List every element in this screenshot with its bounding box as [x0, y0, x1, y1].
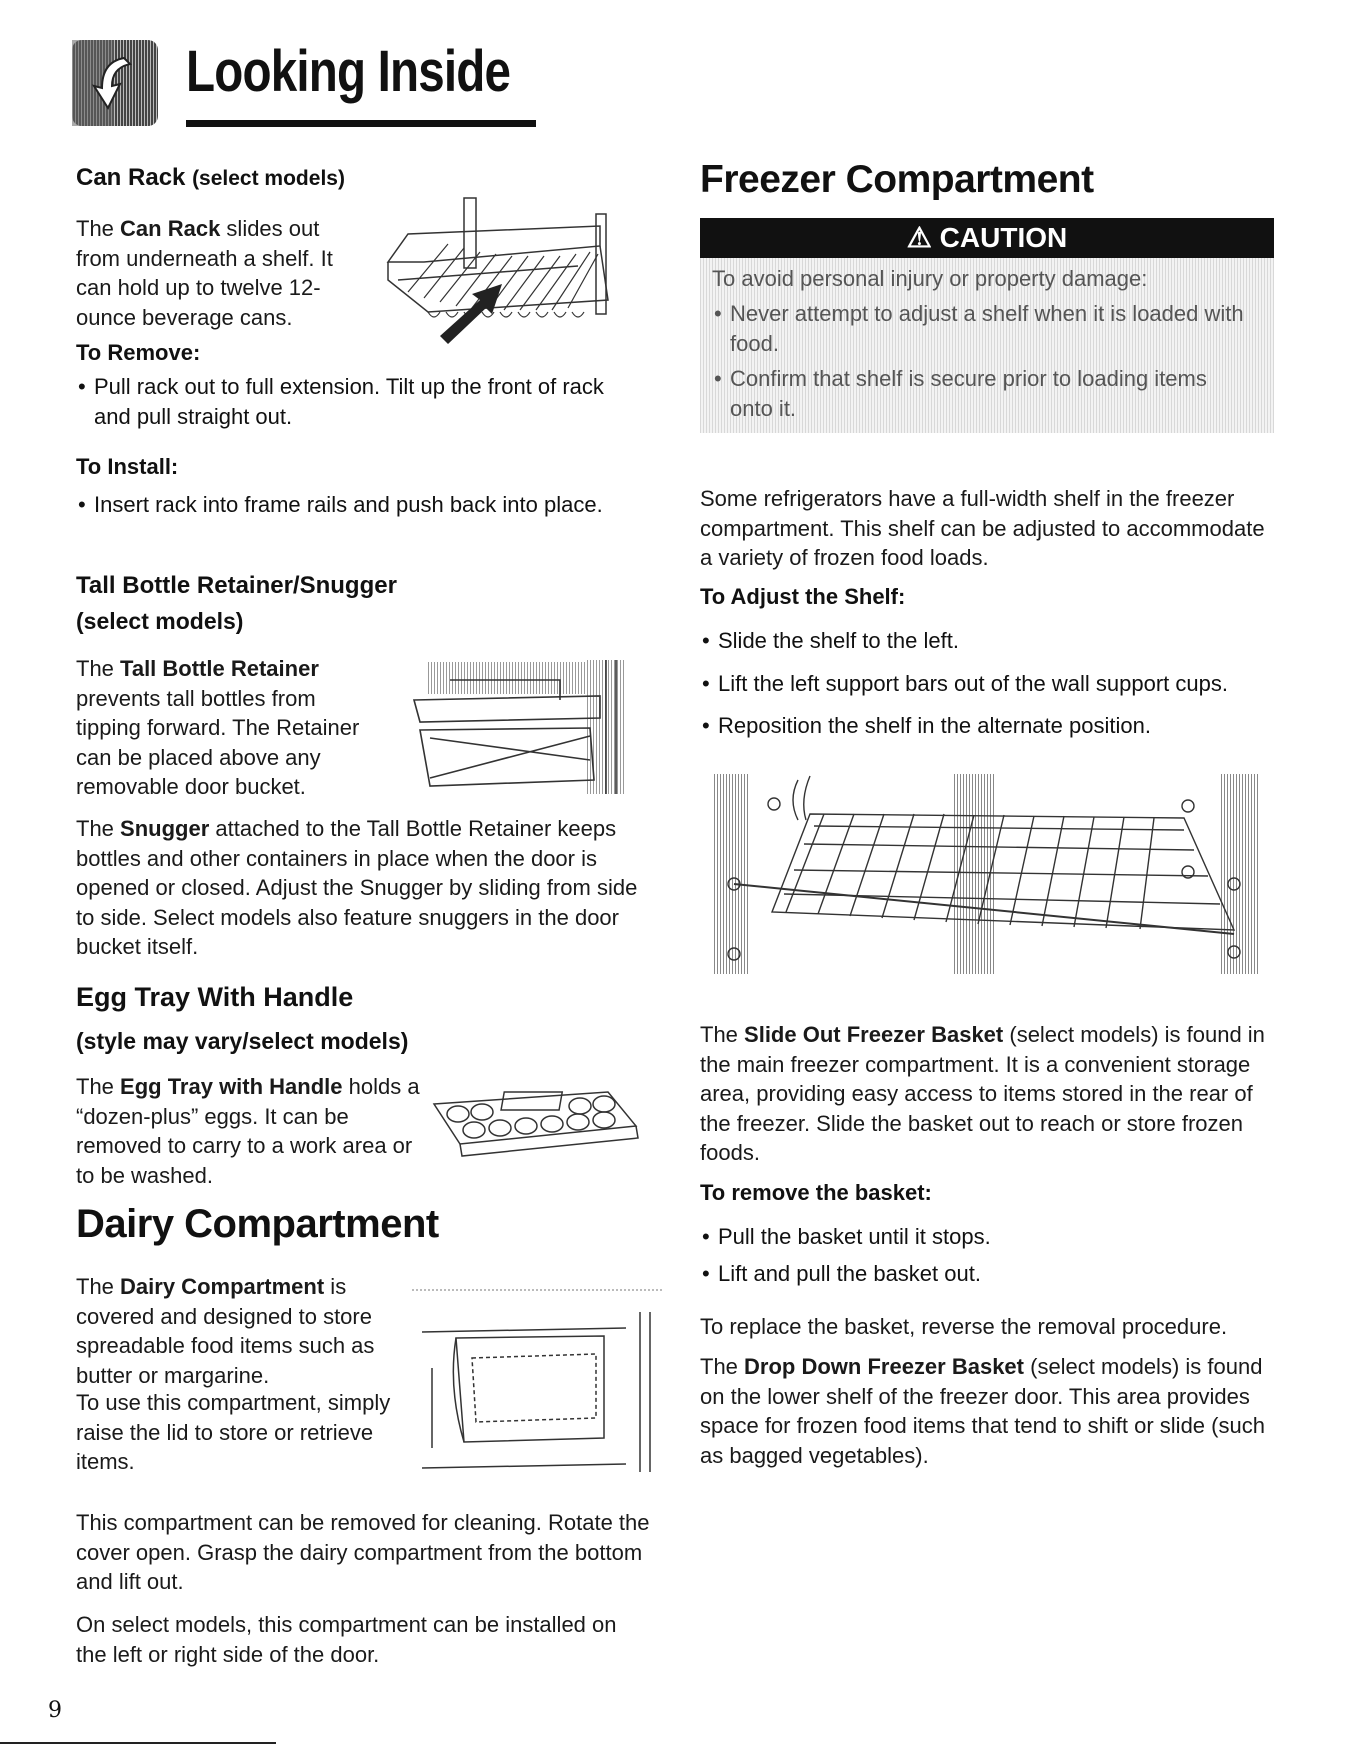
adjust-shelf-list: [700, 626, 1290, 741]
can-rack-heading: Can Rack (select models): [76, 164, 345, 191]
caution-list: [712, 299, 1254, 423]
list-item: • Pull rack out to full extension. Tilt up the front of rack and pull straight out.: [76, 372, 646, 431]
can-rack-illustration: [368, 196, 628, 376]
can-rack-remove-label: To Remove:: [76, 340, 201, 365]
can-rack-install-list: [76, 490, 646, 520]
freezer-p1: Some refrigerators have a full-width shelf in the freezer compartment. This shelf can be adjusted to accommodate a variety of frozen food loads.: [700, 486, 1265, 570]
can-rack-install-label: To Install:: [76, 454, 179, 479]
footer-rule: [0, 1742, 276, 1744]
dairy-p3: This compartment can be removed for cleaning. Rotate the cover open. Grasp the dairy compartment from the bottom and lift out.: [76, 1510, 650, 1594]
list-item: • Insert rack into frame rails and push back into place.: [76, 490, 646, 520]
freezer-p4: The Drop Down Freezer Basket (select models) is found on the lower shelf of the freezer door. This area provides space for frozen food items that tend to shift or slide (such as bagged vegetables).: [700, 1354, 1265, 1468]
freezer-p2: The Slide Out Freezer Basket (select models) is found in the main freezer compartment. It is a convenient storage area, providing easy access to items stored in the rear of the freezer. Slide the basket out to reach or store frozen foods.: [700, 1022, 1265, 1165]
caution-intro: To avoid personal injury or property damage:: [712, 266, 1148, 291]
freezer-p3: To replace the basket, reverse the removal procedure.: [700, 1314, 1228, 1339]
caution-header: ⚠ CAUTION: [700, 218, 1274, 258]
egg-tray-text: The Egg Tray with Handle holds a “dozen-plus” eggs. It can be removed to carry to a work area or to be washed.: [76, 1074, 420, 1188]
tall-bottle-subheading: (select models): [76, 608, 244, 634]
header-logo-icon: [72, 40, 158, 126]
tall-bottle-heading: Tall Bottle Retainer/Snugger: [76, 572, 397, 599]
egg-tray-subheading: (style may vary/select models): [76, 1028, 409, 1054]
remove-basket-list: [700, 1222, 1280, 1288]
can-rack-remove-list: [76, 372, 646, 431]
page-title: Looking Inside: [186, 39, 511, 104]
dairy-p1: The Dairy Compartment is covered and designed to store spreadable food items such as butter or margarine.: [76, 1274, 375, 1388]
caution-body: [700, 258, 1274, 433]
list-item: • Lift and pull the basket out.: [700, 1259, 1280, 1289]
remove-basket-label: To remove the basket:: [700, 1180, 932, 1205]
dairy-illustration: [412, 1288, 664, 1474]
caution-box: [700, 218, 1274, 433]
warning-icon: ⚠: [906, 222, 932, 253]
freezer-shelf-illustration: [714, 774, 1260, 974]
list-item: • Pull the basket until it stops.: [700, 1222, 1280, 1252]
title-underline: [186, 120, 536, 127]
adjust-shelf-label: To Adjust the Shelf:: [700, 584, 906, 609]
freezer-heading: Freezer Compartment: [700, 158, 1094, 201]
tall-bottle-p2: The Snugger attached to the Tall Bottle Retainer keeps bottles and other containers in place when the door is opened or closed. Adjust the Snugger by sliding from side to side. Select models also feature snuggers in the door bucket itself.: [76, 816, 638, 959]
egg-tray-illustration: [430, 1082, 642, 1164]
list-item: • Slide the shelf to the left.: [700, 626, 1290, 656]
list-item: • Reposition the shelf in the alternate position.: [700, 711, 1290, 741]
list-item: • Confirm that shelf is secure prior to loading items onto it.: [712, 364, 1254, 423]
tall-bottle-p1: The Tall Bottle Retainer prevents tall bottles from tipping forward. The Retainer can be placed above any removable door bucket.: [76, 656, 360, 799]
dairy-p4: On select models, this compartment can be installed on the left or right side of the door.: [76, 1612, 617, 1667]
page-number: 9: [48, 1698, 62, 1723]
can-rack-intro: The Can Rack slides out from underneath a shelf. It can hold up to twelve 12-ounce beverage cans.: [76, 216, 333, 330]
list-item: • Never attempt to adjust a shelf when it is loaded with food.: [712, 299, 1254, 358]
tall-bottle-illustration: [410, 660, 636, 798]
dairy-p2: To use this compartment, simply raise the lid to store or retrieve items.: [76, 1390, 391, 1474]
list-item: • Lift the left support bars out of the wall support cups.: [700, 669, 1290, 699]
egg-tray-heading: Egg Tray With Handle: [76, 982, 354, 1012]
dairy-heading: Dairy Compartment: [76, 1202, 439, 1246]
